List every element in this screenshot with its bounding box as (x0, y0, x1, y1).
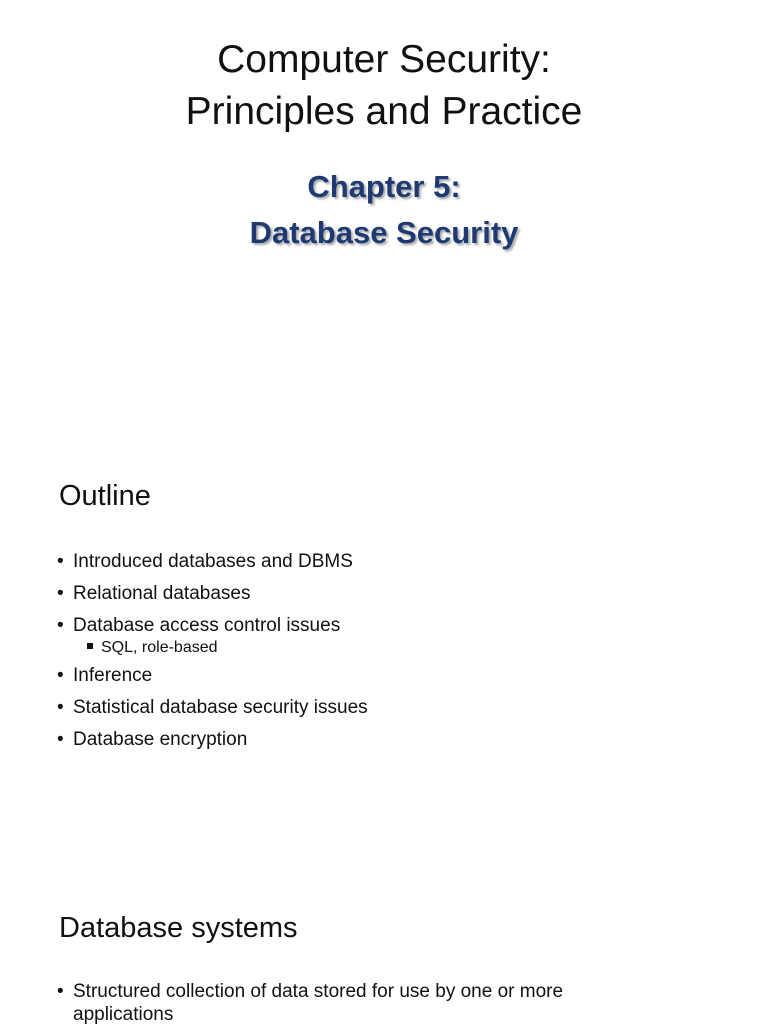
sub-list-item (87, 636, 737, 660)
database-systems-list (57, 980, 737, 1024)
list-item-text: Database access control issues (73, 615, 341, 636)
presentation-title (0, 34, 768, 138)
database-systems-slide (0, 900, 768, 1024)
list-item-text: Statistical database security issues (73, 697, 368, 718)
square-bullet-icon (87, 643, 93, 649)
bullet-icon: • (57, 981, 64, 1002)
outline-list (57, 546, 737, 756)
sub-list (57, 636, 737, 660)
chapter-line-1: Chapter 5: (307, 169, 461, 204)
list-item (57, 660, 737, 692)
title-slide (0, 0, 768, 360)
bullet-icon: • (57, 615, 64, 636)
database-systems-heading: Database systems (59, 912, 298, 944)
list-item-text: Introduced databases and DBMS (73, 551, 353, 572)
outline-slide (0, 470, 768, 810)
sub-list-item-text: SQL, role-based (101, 639, 218, 656)
list-item-text: Structured collection of data stored for use by one or more applications (73, 981, 564, 1024)
list-item (57, 692, 737, 724)
list-item (57, 546, 737, 578)
chapter-line-2: Database Security (249, 215, 519, 250)
list-item-text: Relational databases (73, 583, 251, 604)
list-item (57, 610, 737, 660)
chapter-title (0, 164, 768, 256)
bullet-icon: • (57, 583, 64, 604)
title-line-1: Computer Security: (217, 38, 551, 81)
bullet-icon: • (57, 729, 64, 750)
bullet-icon: • (57, 697, 64, 718)
title-line-2: Principles and Practice (185, 90, 583, 133)
list-item (57, 724, 737, 756)
list-item-text: Database encryption (73, 729, 248, 750)
bullet-icon: • (57, 551, 64, 572)
list-item (57, 980, 737, 1024)
list-item-text: Inference (73, 665, 153, 686)
bullet-icon: • (57, 665, 64, 686)
outline-heading: Outline (59, 480, 151, 512)
list-item (57, 578, 737, 610)
